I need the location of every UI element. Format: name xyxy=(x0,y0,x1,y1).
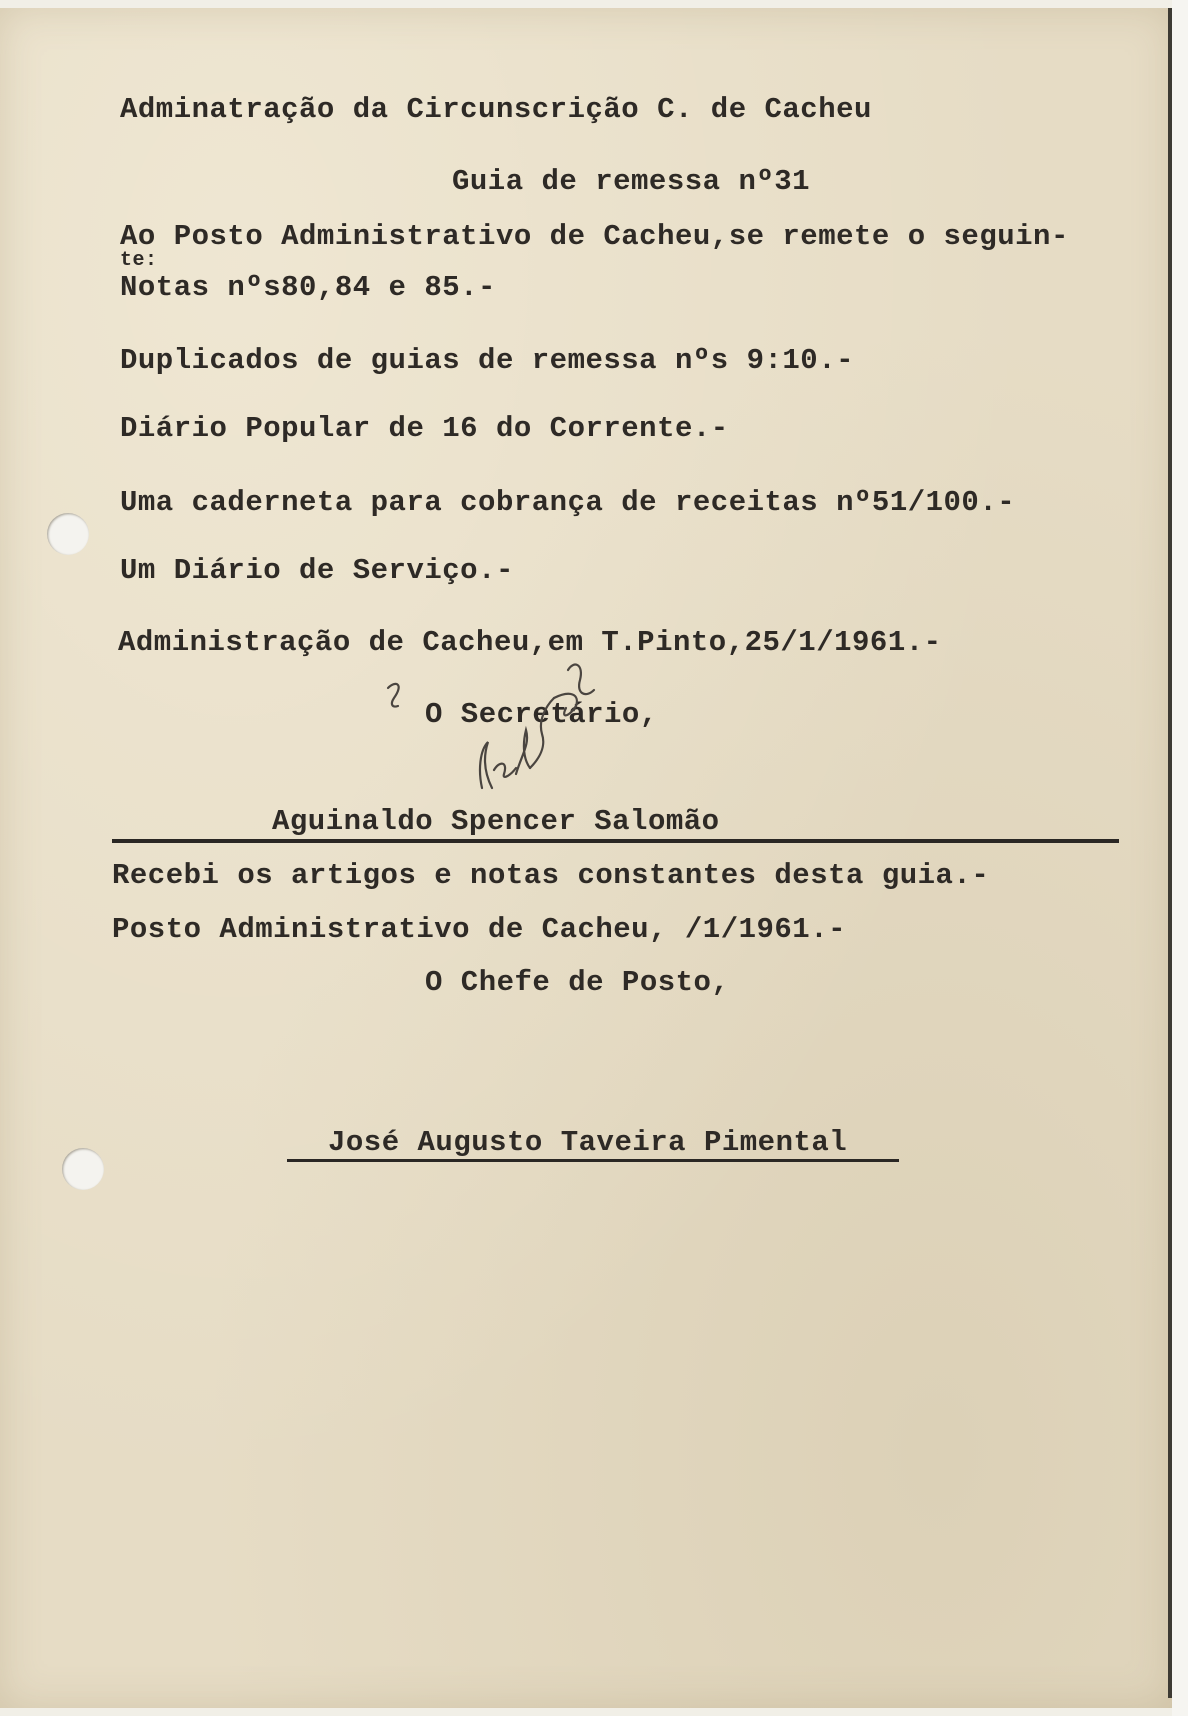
item-duplicados: Duplicados de guias de remessa nºs 9:10.- xyxy=(120,344,855,377)
receipt-text: Recebi os artigos e notas constantes desta guia.- xyxy=(112,859,990,892)
document-header: Adminatração da Circunscrição C. de Cacheu xyxy=(120,93,872,126)
item-notas: Notas nºs80,84 e 85.- xyxy=(120,271,496,304)
signer-name: Aguinaldo Spencer Salomão xyxy=(272,805,720,838)
receiver-name: José Augusto Taveira Pimental xyxy=(328,1126,848,1159)
document-title: Guia de remessa nº31 xyxy=(452,165,811,198)
signature-divider-line xyxy=(112,839,1119,843)
receiver-role: O Chefe de Posto, xyxy=(425,966,730,999)
intro-continuation: te: xyxy=(120,249,158,272)
intro-line: Ao Posto Administrativo de Cacheu,se remete o seguin- xyxy=(120,220,1069,253)
receipt-place-date: Posto Administrativo de Cacheu, /1/1961.- xyxy=(112,913,847,946)
signer-role: O Secretário, xyxy=(425,698,658,731)
receiver-signature-line xyxy=(287,1159,899,1162)
paper-sheet xyxy=(0,8,1172,1708)
item-caderneta: Uma caderneta para cobrança de receitas nº51/100.- xyxy=(120,486,1016,519)
scan-margin xyxy=(1172,0,1188,1716)
handwritten-signature-secretary xyxy=(370,650,650,810)
item-diario-servico: Um Diário de Serviço.- xyxy=(120,554,514,587)
item-diario-popular: Diário Popular de 16 do Corrente.- xyxy=(120,412,729,445)
punch-hole-top xyxy=(47,513,89,555)
punch-hole-bottom xyxy=(62,1148,104,1190)
place-date-line: Administração de Cacheu,em T.Pinto,25/1/1961.- xyxy=(118,626,942,659)
